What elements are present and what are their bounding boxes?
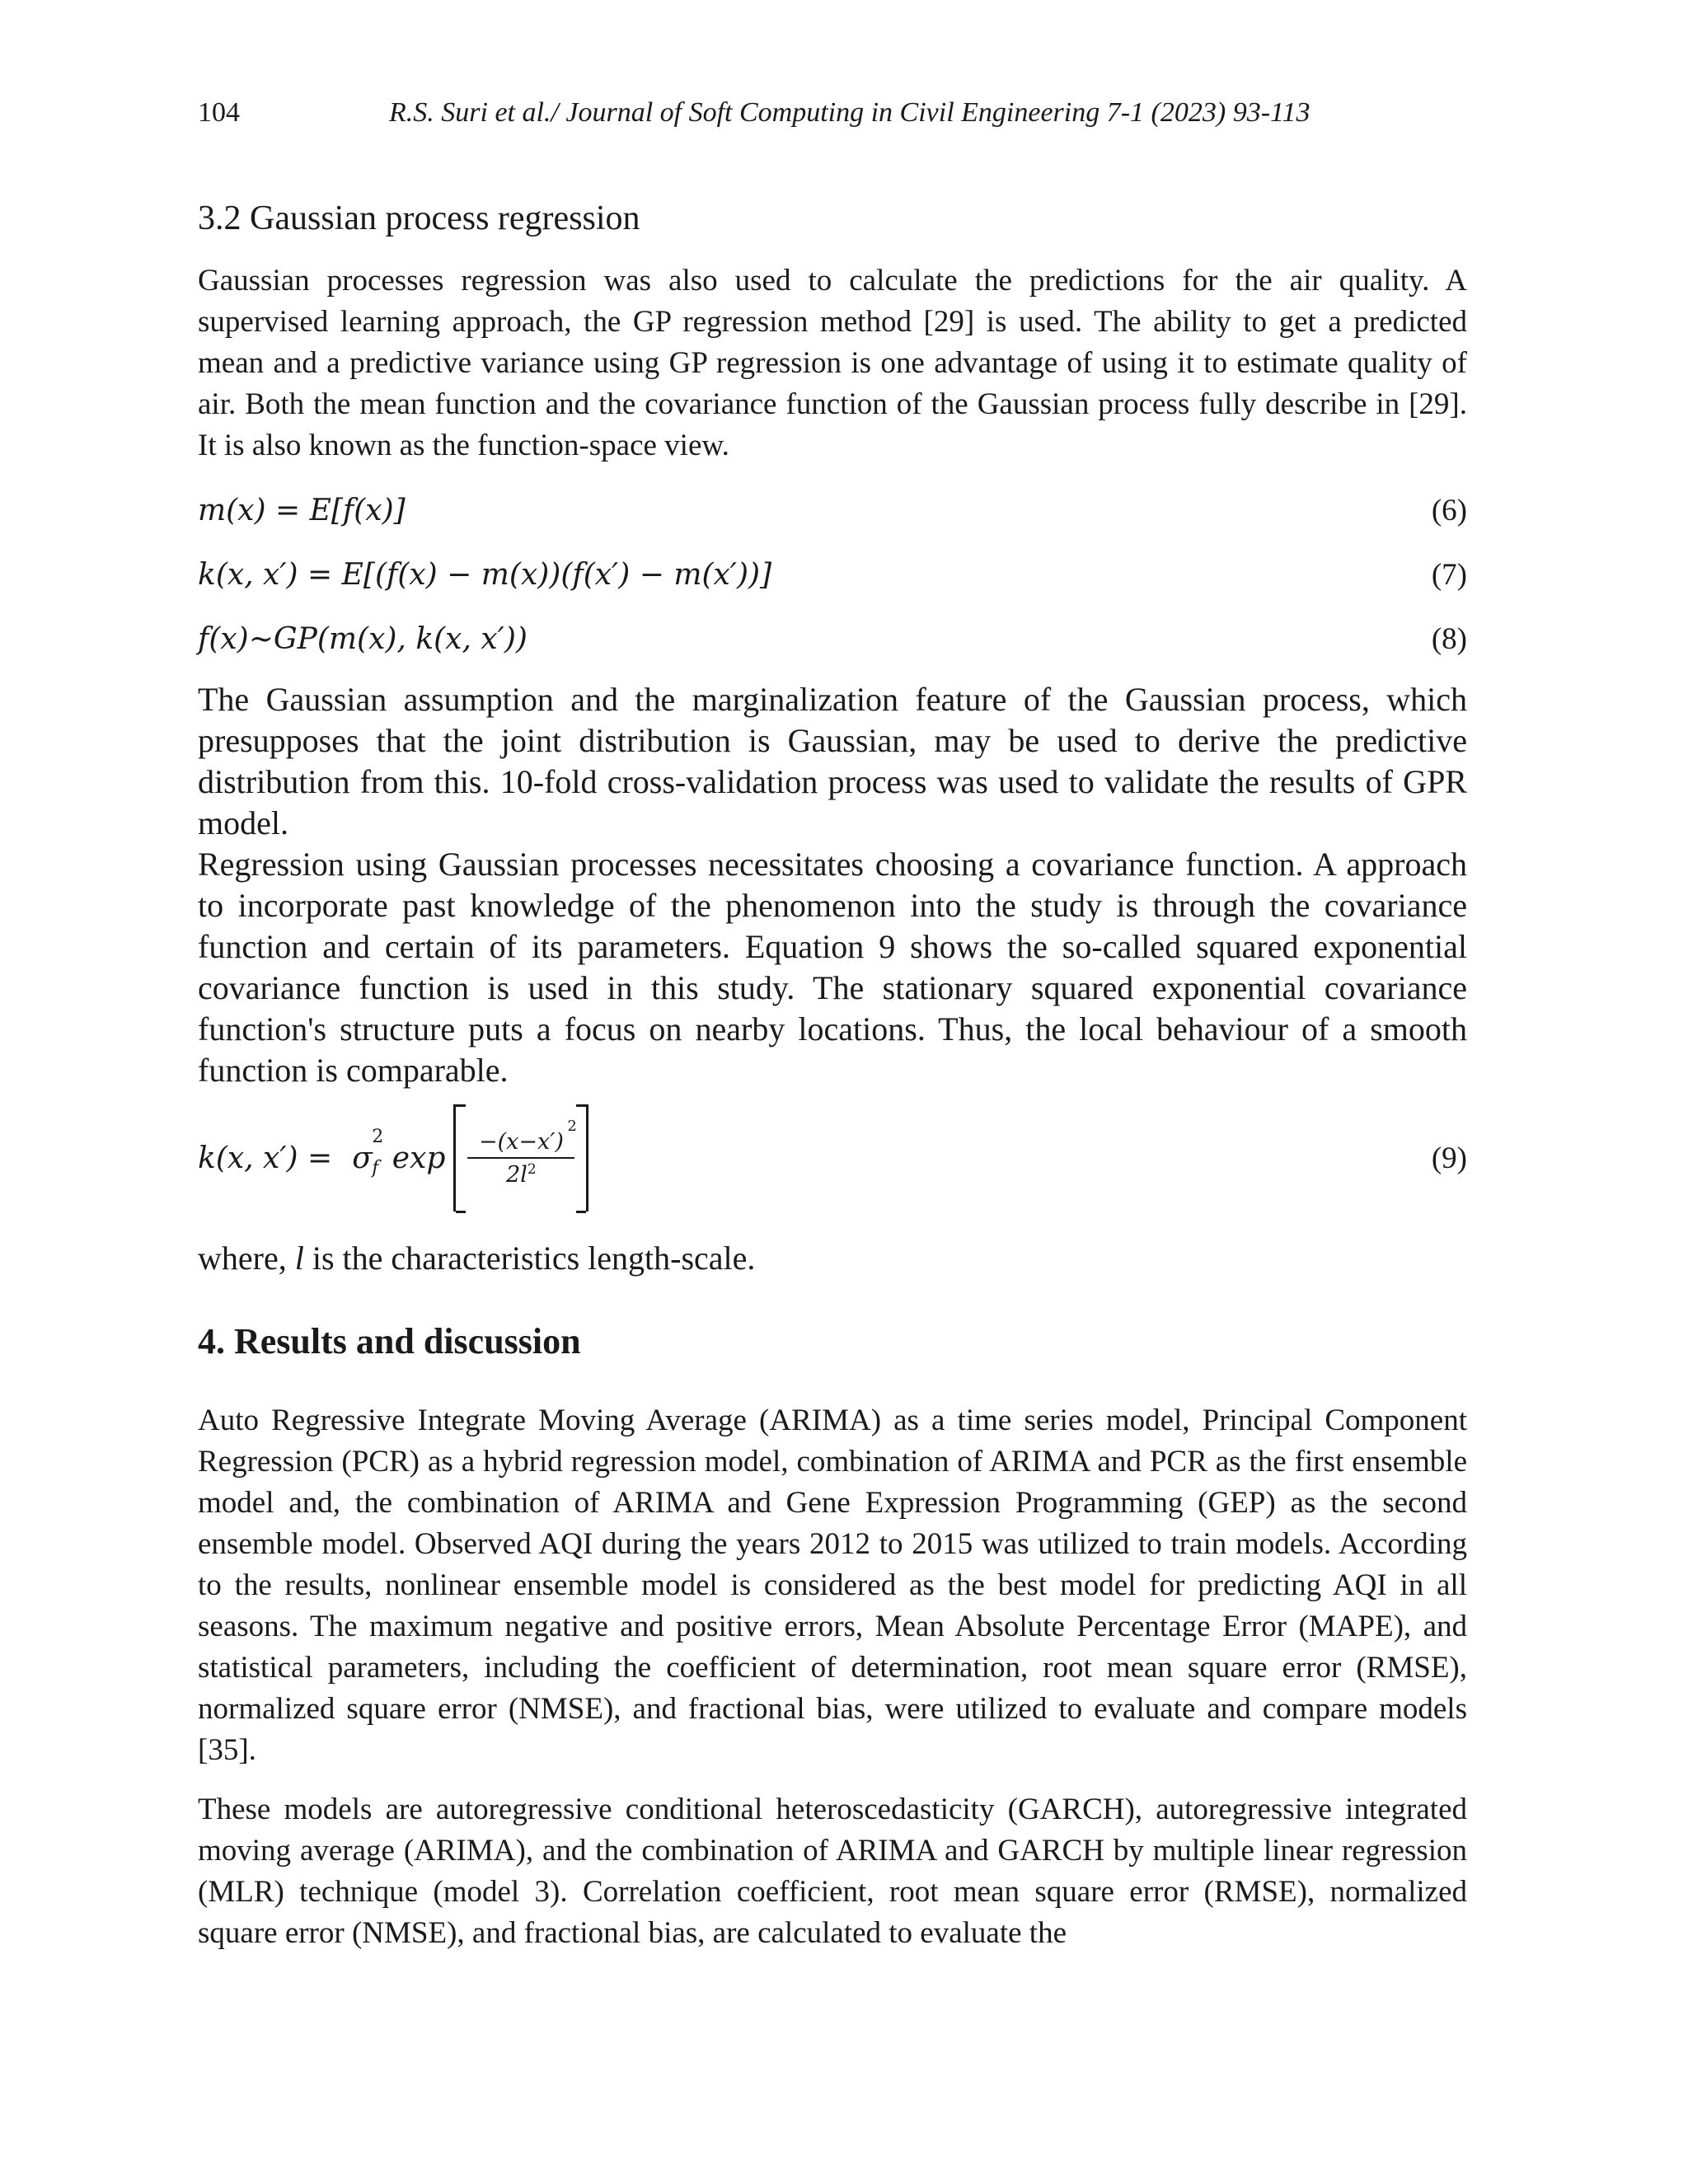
equation-9-number: (9): [1431, 1141, 1467, 1175]
paragraph-results-1: Auto Regressive Integrate Moving Average (ARIMA) as a time series model, Principal Component Regression (PCR) as a hybrid regression model, combination of ARIMA and PCR as the first ensemble model and, the combination of ARIMA and Gene Expression Programming (GEP) as the second ensemble model. Observed AQI during the years 2012 to 2015 was utilized to train models. According to the results, nonlinear ensemble model is considered as the best model for predicting AQI in all seasons. The maximum negative and positive errors, Mean Absolute Percentage Error (MAPE), and statistical parameters, including the coefficient of determination, root mean square error (RMSE), normalized square error (NMSE), and fractional bias, were utilized to evaluate and compare models [35].: [198, 1404, 1467, 1768]
equation-6: [198, 478, 1467, 542]
paragraph-gpr-intro: Gaussian processes regression was also used to calculate the predictions for the air quality. A supervised learning approach, the GP regression method [29] is used. The ability to get a predicted mean and a predictive variance using GP regression is one advantage of using it to estimate quality of air. Both the mean function and the covariance function of the Gaussian process fully describe in [29]. It is also known as the function-space view.: [198, 264, 1467, 463]
equation-8-number: (8): [1431, 621, 1467, 656]
fraction-bar: [467, 1157, 574, 1159]
sigma-letter: σ: [352, 1141, 373, 1175]
fraction-denominator: [506, 1161, 537, 1188]
paragraph-covariance-function: Regression using Gaussian processes necessitates choosing a covariance function. A approach to incorporate past knowledge of the phenomenon into the study is through the covariance function and certain of its parameters. Equation 9 shows the so-called squared exponential covariance function is used in this study. The stationary squared exponential covariance function's structure puts a focus on nearby locations. Thus, the local behaviour of a smooth function is comparable.: [198, 846, 1467, 1090]
fraction-numerator: [478, 1117, 577, 1155]
sigma-subscript: f: [372, 1157, 379, 1179]
equation-9-lhs: k(x, x′) =: [198, 1141, 333, 1175]
where-clause: [198, 1238, 1467, 1279]
page-number: 104: [198, 97, 240, 128]
sigma-superscript: 2: [372, 1126, 384, 1147]
paragraph-gaussian-assumption: The Gaussian assumption and the marginalization feature of the Gaussian process, which presupposes that the joint distribution is Gaussian, may be used to derive the predictive distribution from this. 10-fold cross-validation process was used to validate the results of GPR model.: [198, 681, 1467, 842]
sigma-symbol: [352, 1126, 384, 1179]
paragraph-results-2: These models are autoregressive conditional heteroscedasticity (GARCH), autoregressive integrated moving average (ARIMA), and the combination of ARIMA and GARCH by multiple linear regression (MLR) technique (model 3). Correlation coefficient, root mean square error (RMSE), normalized square error (NMSE), and fractional bias, are calculated to evaluate the: [198, 1793, 1467, 1951]
equation-7: [198, 542, 1467, 607]
equation-7-expression: k(x, x′) = E[(f(x) − m(x))(f(x′) − m(x′))]: [198, 557, 772, 592]
equation-6-number: (6): [1431, 493, 1467, 527]
equation-8: [198, 607, 1467, 671]
where-prefix: where,: [198, 1240, 295, 1277]
equation-9-bracket: [453, 1104, 588, 1212]
equation-6-expression: m(x) = E[f(x)]: [198, 493, 406, 527]
denominator-text: 2l: [506, 1161, 528, 1188]
equation-8-expression: f(x)~GP(m(x), k(x, x′)): [198, 621, 528, 656]
denominator-superscript: 2: [527, 1160, 537, 1178]
equation-7-number: (7): [1431, 557, 1467, 592]
page-content: [198, 198, 1467, 1954]
equation-9-fraction: [467, 1104, 577, 1212]
where-symbol: l: [294, 1240, 304, 1277]
journal-reference: R.S. Suri et al./ Journal of Soft Computing in Civil Engineering 7-1 (2023) 93-113: [389, 97, 1311, 128]
section-title-results: 4. Results and discussion: [198, 1321, 581, 1362]
exp-function: exp: [392, 1141, 446, 1175]
numerator-text: −(x−x′): [478, 1128, 564, 1155]
equation-9: [198, 1096, 1467, 1220]
equation-9-expression: [198, 1104, 588, 1212]
where-suffix: is the characteristics length-scale.: [303, 1240, 756, 1277]
numerator-superscript: 2: [567, 1117, 577, 1135]
section-title-gaussian-process: 3.2 Gaussian process regression: [198, 199, 640, 237]
running-header: [198, 97, 1467, 137]
